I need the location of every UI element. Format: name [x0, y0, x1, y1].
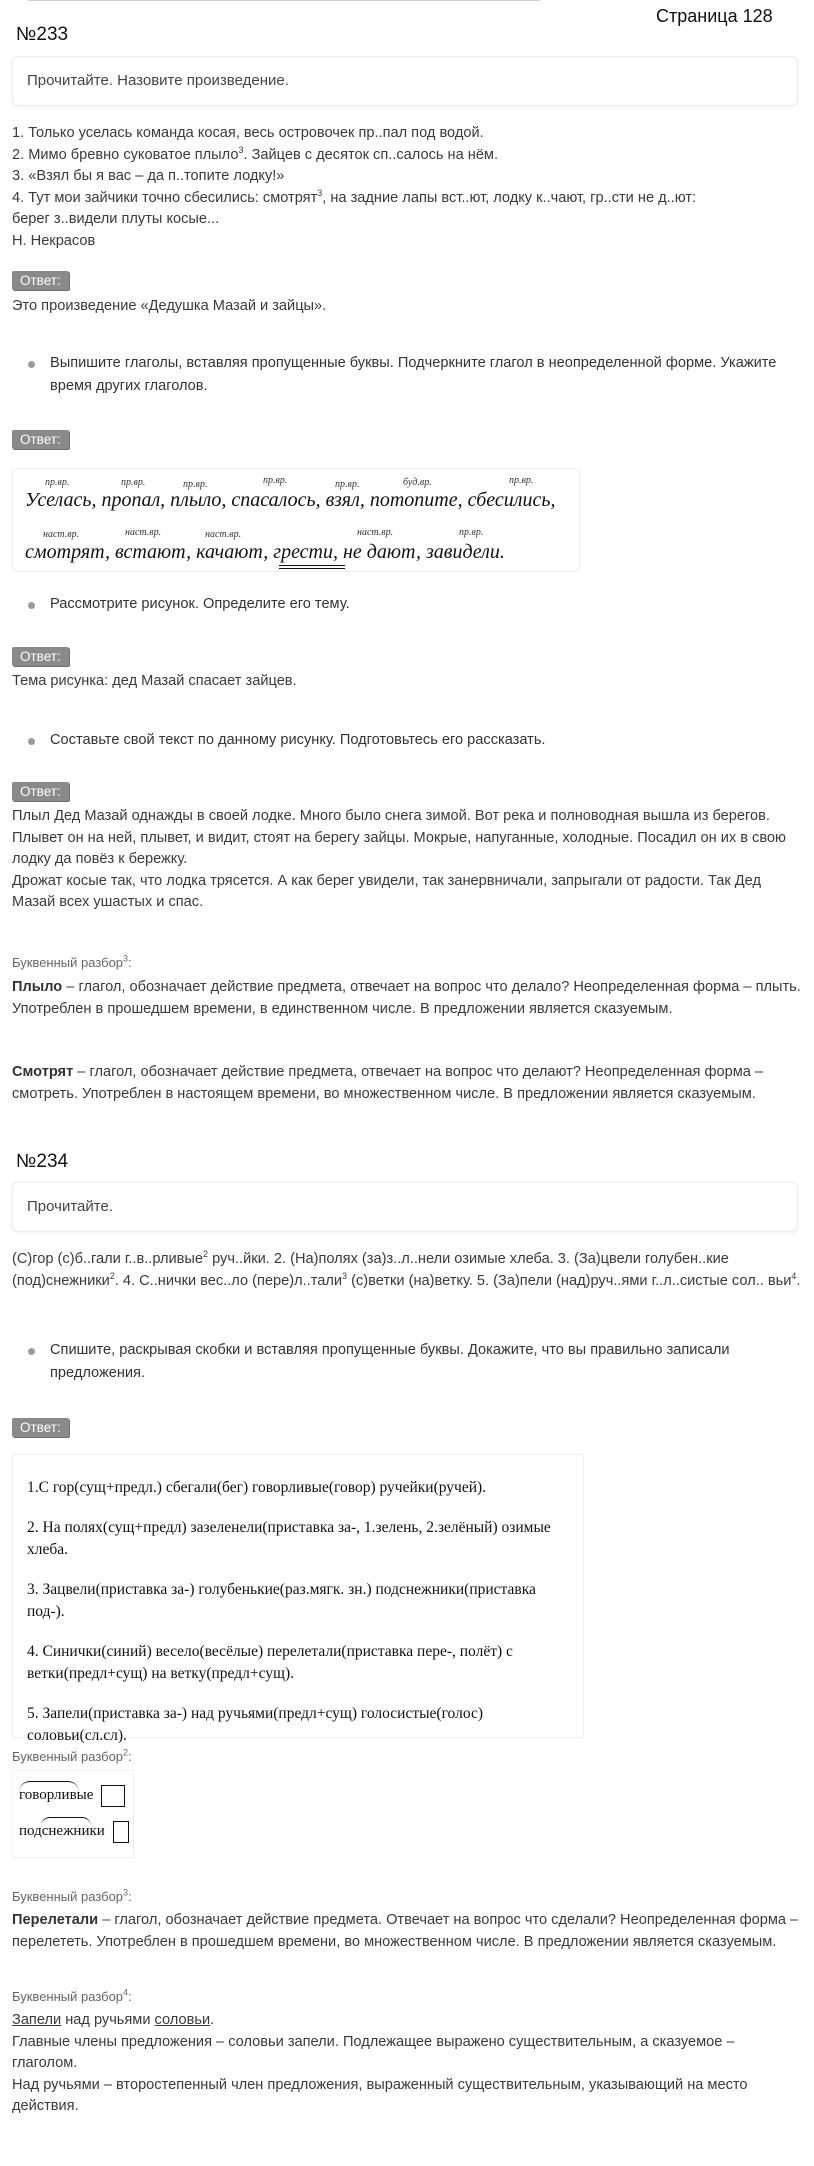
bullet-icon	[28, 361, 35, 368]
handwritten-answer-image	[12, 1454, 584, 1744]
bullet-icon	[28, 738, 35, 745]
answer-badge: Ответ:	[12, 1418, 69, 1437]
handwritten-sentence: 1.С гор(сущ+предл.) сбегали(бег) говорливые(говор) ручейки(ручей).	[27, 1479, 487, 1496]
handwritten-line-2: смотрят, встают, качают, грести, не дают, завидели.	[25, 541, 505, 563]
poem-line-1: 1. Только уселась команда косая, весь островочек пр..пал под водой.	[12, 125, 484, 141]
task-text: Прочитайте. Назовите произведение.	[27, 72, 289, 89]
answer-text: Тема рисунка: дед Мазай спасает зайцев.	[12, 673, 297, 689]
parse-label: Буквенный разбор$^3$:	[12, 953, 132, 970]
parse-smotryat: Смотрят – глагол, обозначает действие предмета, отвечает на вопрос что делают? Неопределенная форма – смотреть. Употреблен в настоящем времени, во множественном числе. В предложении является сказуемым.	[12, 1064, 764, 1102]
parse-word: говорливые	[19, 1787, 94, 1803]
parse-label: Буквенный разбор$^3$:	[12, 1887, 132, 1904]
answer-badge: Ответ:	[12, 430, 69, 449]
exercise-234-task	[12, 1182, 798, 1232]
parse-plylo: Плыло – глагол, обозначает действие предмета, отвечает на вопрос что делало? Неопределенная форма – плыть. Употреблен в прошедшем времени, в единственном числе. В предложении является сказуемым.	[12, 979, 801, 1017]
handwritten-line-1: Уселась, пропал, плыло, спасалось, взял, потопите, сбесились,	[25, 489, 556, 511]
poem-line-4: 4. Тут мои зайчики точно сбесились: смотрят$^3$, на задние лапы вст..ют, лодку к..чают, гр..сти не д..ют:	[12, 187, 697, 206]
parse-sentence-line: Над ручьями – второстепенный член предложения, выраженный существительным, указывающий на место действия.	[12, 2076, 748, 2114]
ending-box	[113, 1821, 129, 1843]
exercise-234-text: (С)гор (с)б..гали г..в..рливые$^2$ руч..йки. 2. (На)полях (за)з..л..нели озимые хлеба. 3. (За)цвели голубен..кие (под)снежники$^2$. 4. С..нички вес..ло (пере)л..тали$^3$ (с)ветки (на)ветку. 5. (За)пели (над)руч..ями г..л..систые сол.. вьи$^4$.	[12, 1249, 801, 1289]
answer-badge: Ответ:	[12, 647, 69, 666]
parse-sentence	[12, 2010, 802, 2118]
page-number-label: Страница 128	[656, 6, 773, 26]
poem-line-2: 2. Мимо бревно суковатое плыло$^3$. Зайцев с десяток сп..салось на нём.	[12, 144, 499, 163]
task-text: Прочитайте.	[27, 1198, 113, 1215]
story-paragraph: Плывет он на ней, плывет, и видит, стоят на берегу зайцы. Мокрые, напуганные, холодные. Посадил он их в свою лодку да повёз к бережку.	[12, 829, 786, 867]
story-text	[12, 806, 802, 914]
parse-sentence-line: Главные члены предложения – соловьи запели. Подлежащее выражено существительным, а сказуемое – глаголом.	[12, 2033, 735, 2071]
story-paragraph: Плыл Дед Мазай однажды в своей лодке. Много было снега зимой. Вот река и полноводная вышла из берегов.	[12, 808, 770, 824]
poem-line-5: берег з..видели плуты косые...	[12, 211, 220, 227]
parse-label: Буквенный разбор$^4$:	[12, 1987, 132, 2004]
parse-label: Буквенный разбор$^2$:	[12, 1747, 132, 1764]
answer-text: Это произведение «Дедушка Мазай и зайцы».	[12, 298, 327, 314]
task-bullet: Спишите, раскрывая скобки и вставляя пропущенные буквы. Докажите, что вы правильно записали предложения.	[28, 1339, 788, 1385]
ending-box	[101, 1785, 125, 1807]
bullet-icon	[28, 1348, 35, 1355]
task-bullet: Составьте свой текст по данному рисунку. Подготовьтесь его рассказать.	[28, 729, 788, 752]
parse-sentence-line: Запели над ручьями соловьи.	[12, 2012, 215, 2028]
poem-line-3: 3. «Взял бы я вас – да п..топите лодку!»	[12, 168, 285, 184]
root-arc	[41, 1817, 91, 1826]
handwritten-sentence: 5. Запели(приставка за-) над ручьями(предл+сущ) голосистые(голос) соловьи(сл.сл).	[27, 1705, 484, 1744]
task-bullet: Рассмотрите рисунок. Определите его тему.	[28, 593, 788, 616]
poem-author: Н. Некрасов	[12, 232, 96, 249]
answer-badge: Ответ:	[12, 271, 69, 290]
handwritten-answer-image: пр.вр. пр.вр. пр.вр. пр.вр. пр.вр. буд.вр. пр.вр. Уселась, пропал, плыло, спасалось, взял, потопите, сбесились, наст.вр. наст.вр. наст.вр. наст.вр. пр.вр. смотрят, встают, качают, грести, не дают, завидели.	[12, 468, 580, 572]
root-arc	[19, 1781, 79, 1792]
exercise-233-task	[12, 56, 798, 106]
poem-text	[12, 123, 802, 252]
story-paragraph: Дрожат косые так, что лодка трясется. А как берег увидели, так занервничали, запрыгали от радости. Так Дед Мазай всех ушастых и спас.	[12, 872, 761, 910]
infinitive-underline	[279, 565, 345, 569]
exercise-233-number: №233	[16, 24, 69, 45]
bullet-icon	[28, 602, 35, 609]
exercise-234-number: №234	[16, 1151, 69, 1172]
parse-word: подснежники	[19, 1823, 105, 1839]
parse-image	[12, 1770, 134, 1858]
top-divider	[28, 0, 540, 1]
handwritten-sentence: 4. Синички(синий) весело(весёлые) перелетали(приставка пере-, полёт) с ветки(предл+сущ) на ветку(предл+сущ).	[27, 1643, 513, 1682]
handwritten-sentence: 3. Зацвели(приставка за-) голубенькие(раз.мягк. зн.) подснежники(приставка под-).	[27, 1581, 536, 1620]
parse-pereletali: Перелетали – глагол, обозначает действие предмета. Отвечает на вопрос что сделали? Неопределенная форма – перелететь. Употреблен в прошедшем времени, во множественном числе. В предложении является сказуемым.	[12, 1912, 799, 1950]
handwritten-sentence: 2. На полях(сущ+предл) зазеленели(приставка за-, 1.зелень, 2.зелёный) озимые хлеба.	[27, 1519, 551, 1558]
answer-badge: Ответ:	[12, 782, 69, 801]
task-bullet: Выпишите глаголы, вставляя пропущенные буквы. Подчеркните глагол в неопределенной форме. Укажите время других глаголов.	[28, 352, 788, 398]
